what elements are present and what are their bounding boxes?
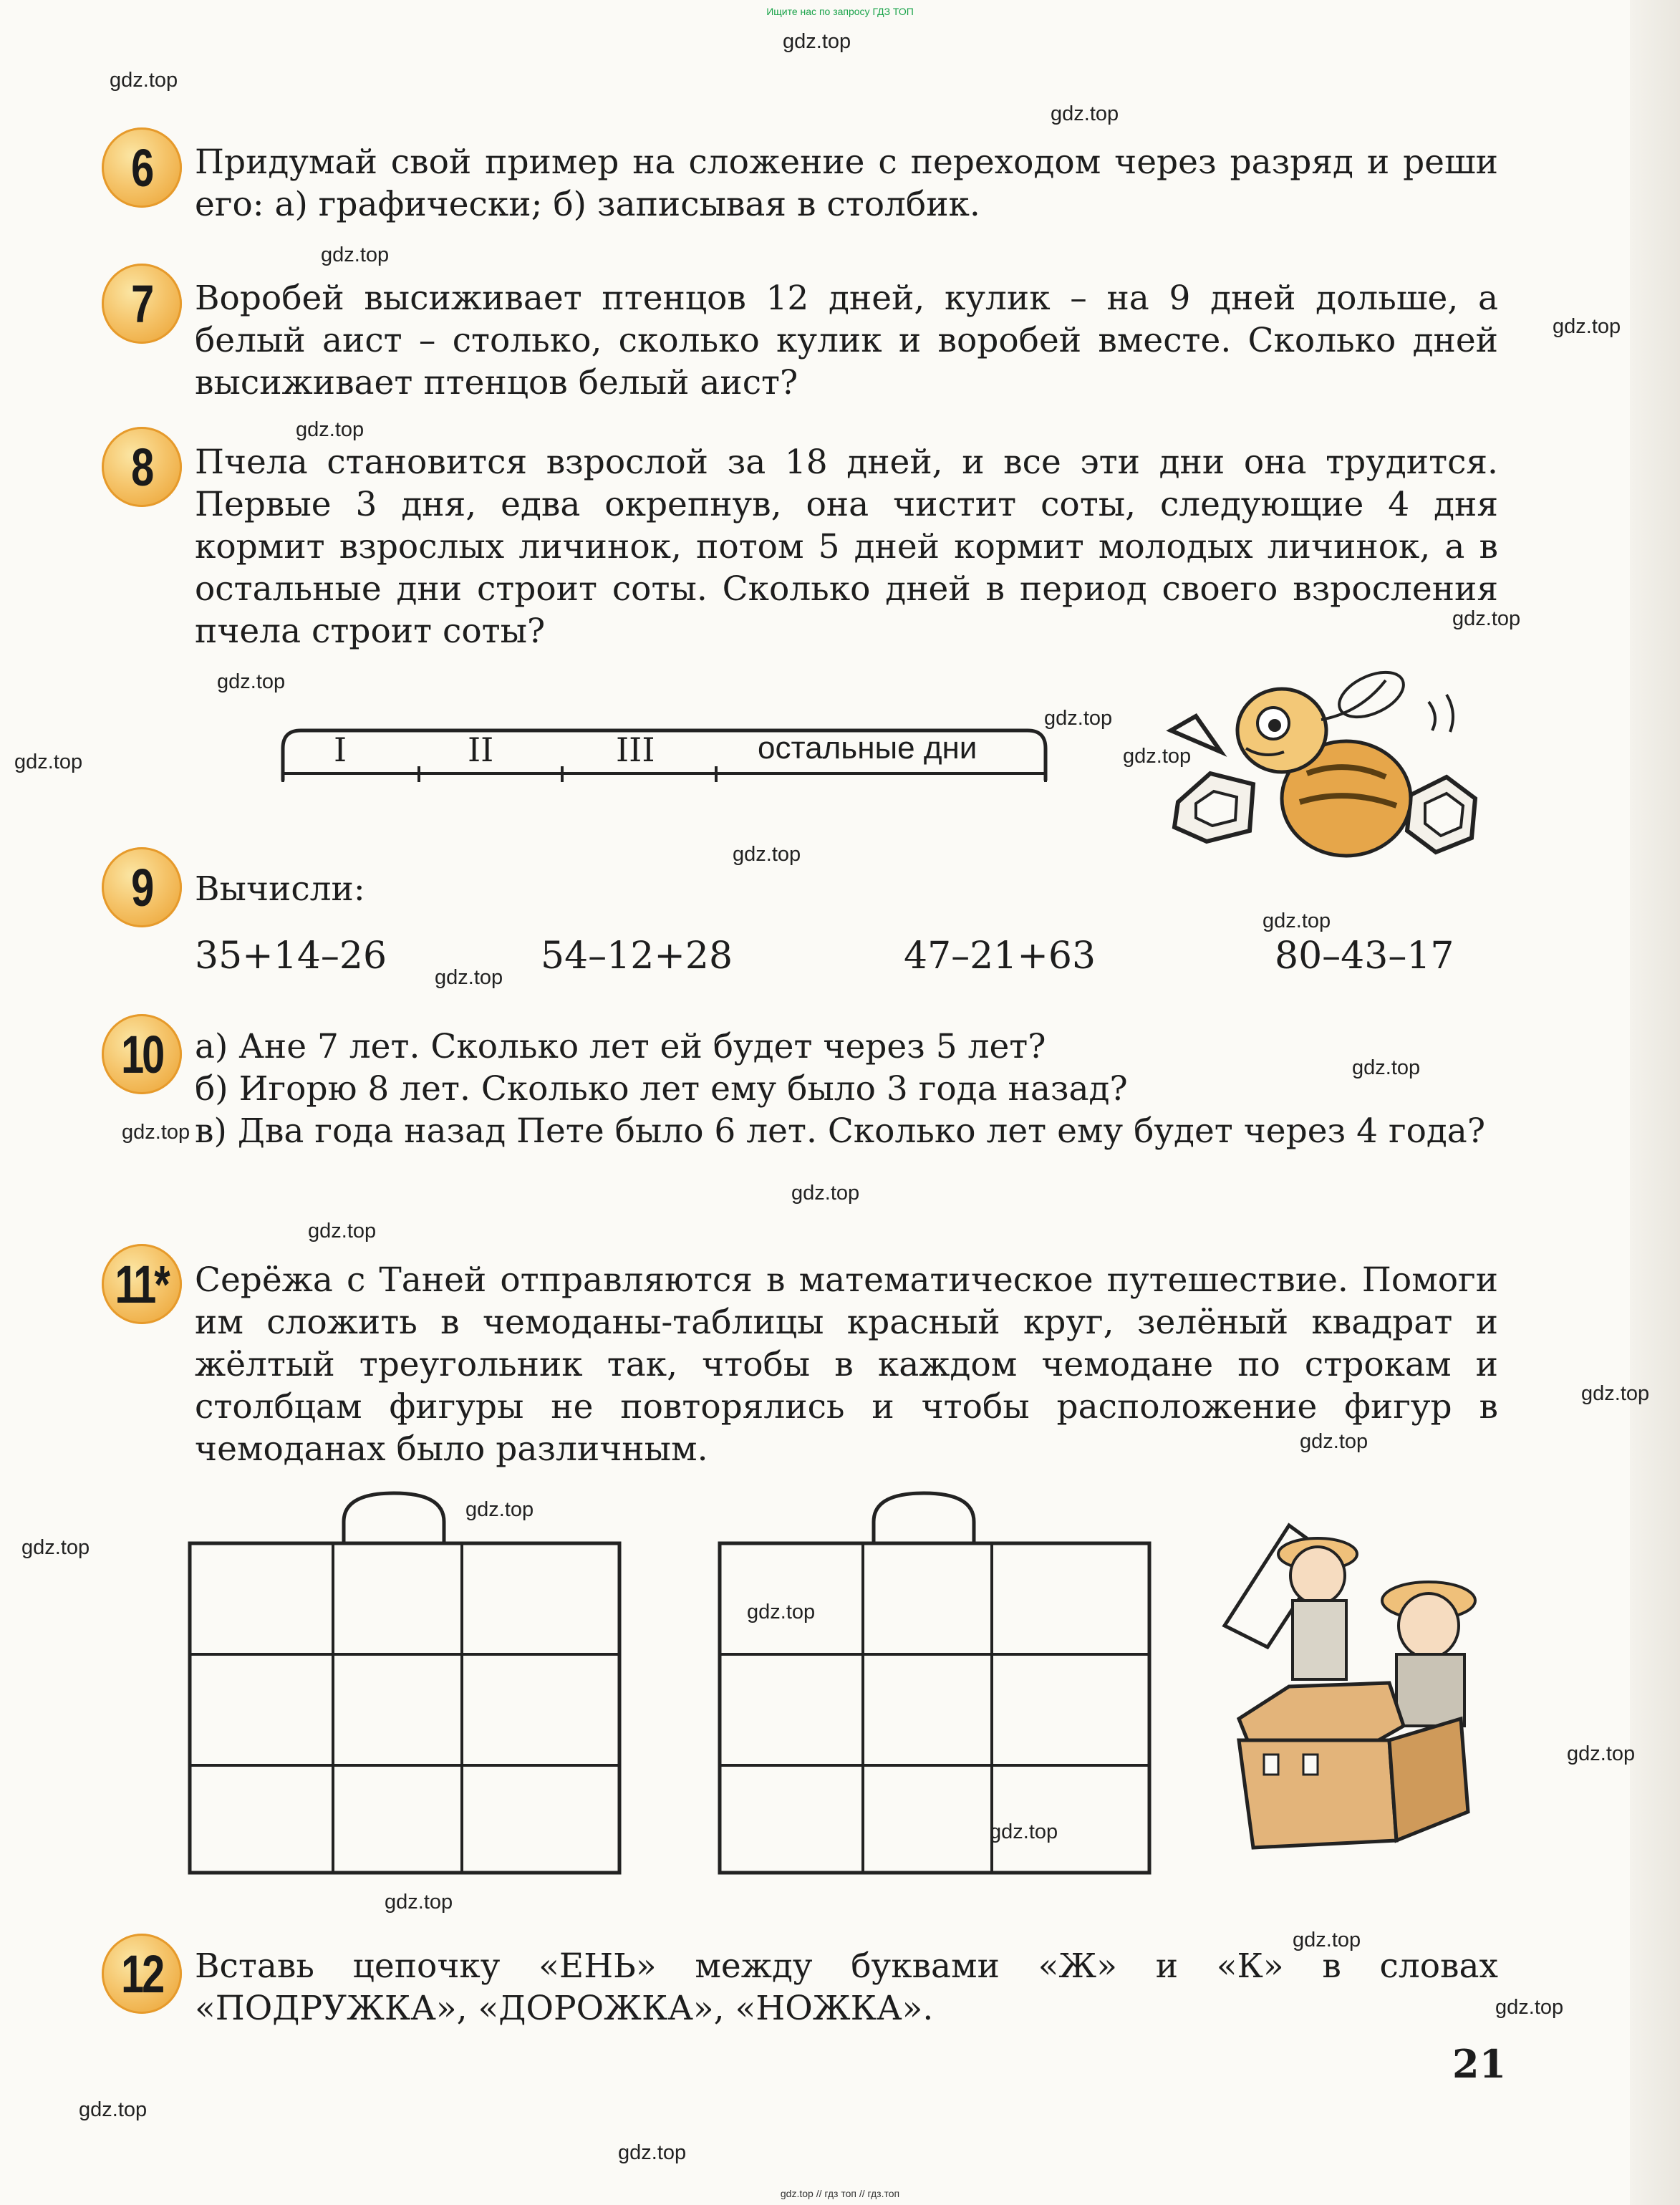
task-number-badge	[102, 847, 182, 927]
diagram-label: II	[468, 730, 494, 769]
task-text: Серёжа с Таней отправляются в математическое путешествие. Помоги им сложить в чемоданы-таблицы красный круг, зелёный квадрат и жёлтый треугольник так, чтобы в каждом чемодане по строкам и столбцам фигуры не повторялись и чтобы расположение фигур в чемоданах было различным.	[195, 1260, 1498, 1469]
watermark: gdz.top	[1452, 607, 1521, 630]
kids-suitcase-illustration	[1210, 1504, 1525, 1876]
watermark: gdz.top	[79, 2098, 148, 2121]
task-number: 7	[131, 274, 153, 334]
task-6-text	[195, 141, 1498, 226]
watermark: gdz.top	[14, 751, 83, 773]
task-8-text	[195, 441, 1498, 652]
expression: 47–21+63	[904, 935, 1096, 978]
watermark: gdz.top	[990, 1820, 1058, 1843]
watermark: gdz.top	[321, 243, 390, 266]
watermark: gdz.top	[618, 2141, 687, 2164]
watermark: gdz.top	[296, 418, 365, 441]
watermark: gdz.top	[1263, 909, 1331, 932]
task-item: а) Ане 7 лет. Сколько лет ей будет через 5 лет?	[195, 1027, 1046, 1066]
watermark: gdz.top	[435, 966, 503, 989]
watermark: gdz.top	[21, 1536, 90, 1559]
expression: 80–43–17	[1275, 935, 1454, 978]
task-9-title	[195, 868, 1498, 910]
watermark: gdz.top	[791, 1182, 860, 1205]
watermark: gdz.top	[385, 1891, 453, 1914]
task-number-badge	[102, 1244, 182, 1324]
task-text: Воробей высиживает птенцов 12 дней, кулик – на 9 дней дольше, а белый аист – столько, сколько кулик и воробей вместе. Сколько дней высиживает птенцов белый аист?	[195, 279, 1498, 402]
expression: 35+14–26	[195, 935, 387, 978]
expression: 54–12+28	[541, 935, 733, 978]
watermark: gdz.top	[110, 69, 178, 92]
diagram-label: I	[334, 730, 347, 769]
suitcase-table-2	[716, 1490, 1153, 1876]
watermark: gdz.top	[733, 843, 801, 866]
task-7-text	[195, 277, 1498, 404]
watermark: gdz.top	[122, 1121, 190, 1144]
suitcase-table-1	[186, 1490, 623, 1876]
task-number: 8	[131, 437, 153, 497]
task-number-badge	[102, 1934, 182, 2014]
task-text: Вычисли:	[195, 869, 365, 909]
task-10-text	[195, 1026, 1498, 1152]
watermark: gdz.top	[1567, 1742, 1636, 1765]
task-text: Пчела становится взрослой за 18 дней, и все эти дни она трудится. Первые 3 дня, едва окрепнув, она чистит соты, следующие 4 дня кормит взрослых личинок, потом 5 дней кормит молодых личинок, а в остальные дни строит соты. Сколько дней в период своего взросления пчела строит соты?	[195, 443, 1498, 651]
task-number: 11*	[115, 1254, 169, 1314]
task-number: 10	[121, 1024, 163, 1084]
task-12-text	[195, 1945, 1498, 2030]
task-number-badge	[102, 427, 182, 507]
diagram-label: III	[616, 730, 655, 769]
task-item: в) Два года назад Пете было 6 лет. Сколько лет ему будет через 4 года?	[195, 1111, 1486, 1151]
task-number-badge	[102, 1014, 182, 1094]
task-text: Вставь цепочку «ЕНЬ» между буквами «Ж» и «К» в словах «ПОДРУЖКА», «ДОРОЖКА», «НОЖКА».	[195, 1946, 1498, 2028]
watermark: gdz.top	[1044, 707, 1113, 730]
watermark: gdz.top	[1553, 315, 1621, 338]
page-edge	[1630, 0, 1680, 2205]
watermark: gdz.top	[465, 1498, 534, 1521]
task-number: 6	[131, 137, 153, 198]
bee-illustration	[1157, 652, 1486, 888]
watermark: gdz.top	[1352, 1056, 1421, 1079]
watermark: gdz.top	[1123, 745, 1192, 768]
watermark: gdz.top	[1293, 1929, 1361, 1951]
task-item: б) Игорю 8 лет. Сколько лет ему было 3 года назад?	[195, 1069, 1128, 1109]
watermark: gdz.top	[747, 1601, 816, 1623]
task-text: Придумай свой пример на сложение с переходом через разряд и реши его: а) графически; б) записывая в столбик.	[195, 143, 1498, 224]
diagram-label: остальные дни	[758, 730, 977, 766]
task-number: 9	[131, 857, 153, 917]
watermark: gdz.top	[217, 670, 286, 693]
task-11-text	[195, 1259, 1498, 1470]
watermark: gdz.top	[1495, 1996, 1564, 2019]
top-banner[interactable]: Ищите нас по запросу ГДЗ ТОП	[766, 6, 914, 17]
task-number-badge	[102, 264, 182, 344]
watermark: gdz.top	[1300, 1430, 1368, 1453]
watermark: gdz.top	[308, 1220, 377, 1243]
bottom-banner[interactable]: gdz.top // гдз топ // гдз.топ	[780, 2188, 900, 2199]
task-number: 12	[121, 1944, 163, 2004]
page-number: 21	[1452, 2041, 1507, 2087]
watermark: gdz.top	[1581, 1382, 1650, 1405]
watermark: gdz.top	[1051, 102, 1119, 125]
task-number-badge	[102, 127, 182, 208]
watermark: gdz.top	[783, 30, 851, 53]
